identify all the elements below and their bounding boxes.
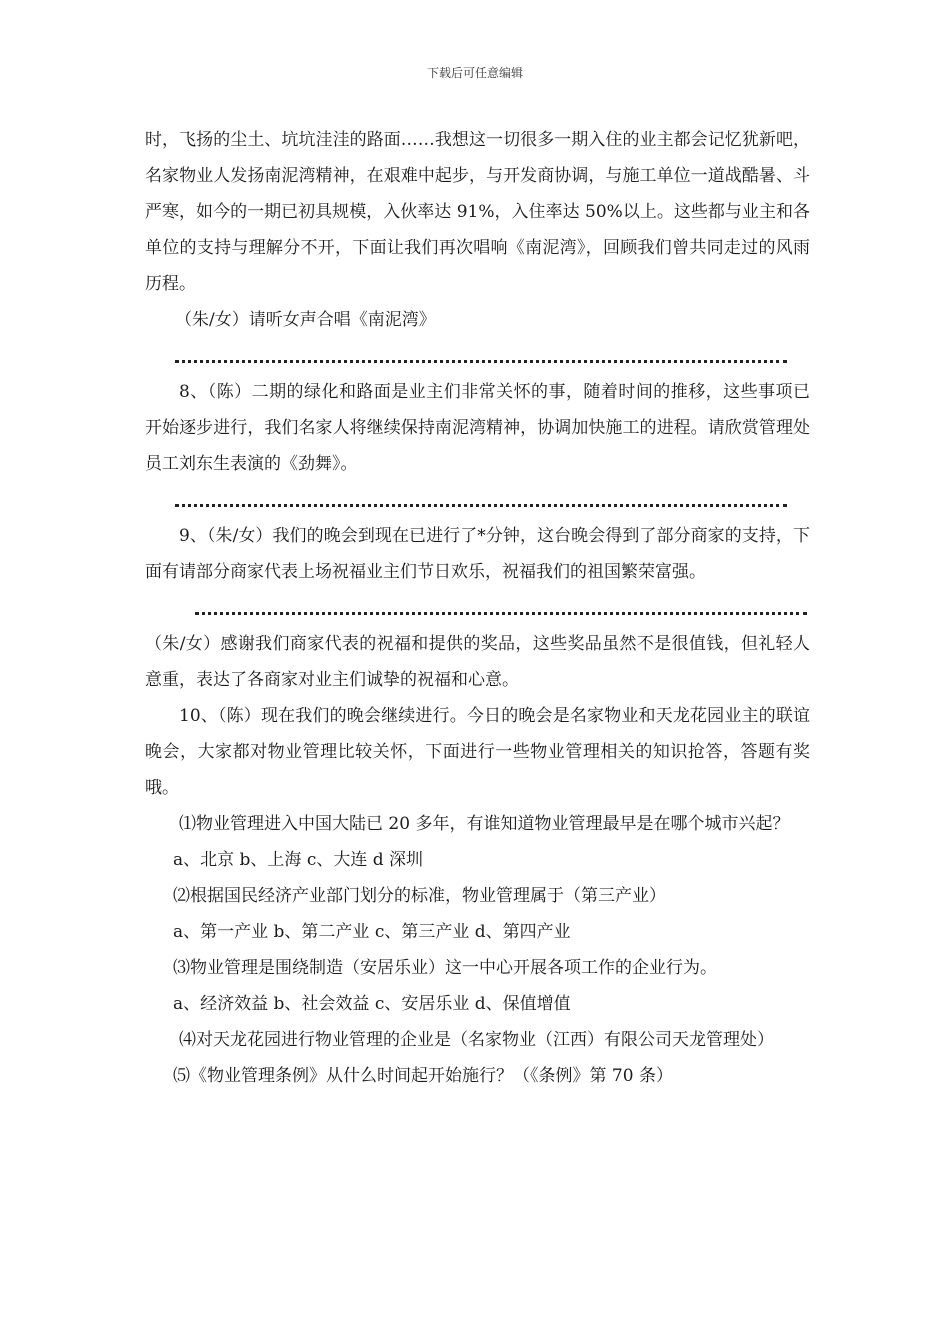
quiz-options-1: a、北京 b、上海 c、大连 d 深圳 [173, 850, 424, 870]
paragraph-item-9: 9、（朱/女）我们的晚会到现在已进行了*分钟，这台晚会得到了部分商家的支持，下面有请部分商家代表上场祝福业主们节日欢乐，祝福我们的祖国繁荣富强。 [145, 526, 810, 582]
dotted-separator [145, 338, 810, 374]
dotted-separator [145, 482, 810, 518]
paragraph-thanks-sponsors: （朱/女）感谢我们商家代表的祝福和提供的奖品，这些奖品虽然不是很值钱，但礼轻人意重，表达了各商家对业主们诚挚的祝福和心意。 [145, 634, 810, 690]
quiz-question-5: ⑸《物业管理条例》从什么时间起开始施行？（《条例》第 70 条） [173, 1066, 673, 1086]
paragraph-item-8: 8、（陈）二期的绿化和路面是业主们非常关怀的事，随着时间的推移，这些事项已开始逐步进行，我们名家人将继续保持南泥湾精神，协调加快施工的进程。请欣赏管理处员工刘东生表演的《劲舞》。 [145, 382, 810, 474]
quiz-question-3: ⑶物业管理是围绕制造（安居乐业）这一中心开展各项工作的企业行为。 [173, 958, 717, 978]
paragraph-song-intro: （朱/女）请听女声合唱《南泥湾》 [175, 310, 436, 330]
page-header: 下载后可任意编辑 [426, 66, 523, 80]
dotted-separator [145, 590, 810, 626]
paragraph-nanniwan-history: 时，飞扬的尘土、坑坑洼洼的路面……我想这一切很多一期入住的业主都会记忆犹新吧，名家物业人发扬南泥湾精神，在艰难中起步，与开发商协调，与施工单位一道战酷暑、斗严寒，如今的一期已初具规模，入伙率达 91%，入住率达 50%以上。这些都与业主和各单位的支持与理解分不开，下面让我们再次唱响《南泥湾》，回顾我们曾共同走过的风雨历程。 [145, 130, 810, 294]
quiz-question-4: ⑷对天龙花园进行物业管理的企业是（名家物业（江西）有限公司天龙管理处） [179, 1030, 774, 1050]
paragraph-item-10: 10、（陈）现在我们的晚会继续进行。今日的晚会是名家物业和天龙花园业主的联谊晚会，大家都对物业管理比较关怀，下面进行一些物业管理相关的知识抢答，答题有奖哦。 [145, 706, 810, 798]
document-body [145, 122, 810, 1094]
quiz-options-3: a、经济效益 b、社会效益 c、安居乐业 d、保值增值 [173, 994, 571, 1014]
quiz-question-1: ⑴物业管理进入中国大陆已 20 多年，有谁知道物业管理最早是在哪个城市兴起？ [179, 814, 790, 834]
quiz-question-2: ⑵根据国民经济产业部门划分的标准，物业管理属于（第三产业） [173, 886, 666, 906]
quiz-options-2: a、第一产业 b、第二产业 c、第三产业 d、第四产业 [173, 922, 571, 942]
